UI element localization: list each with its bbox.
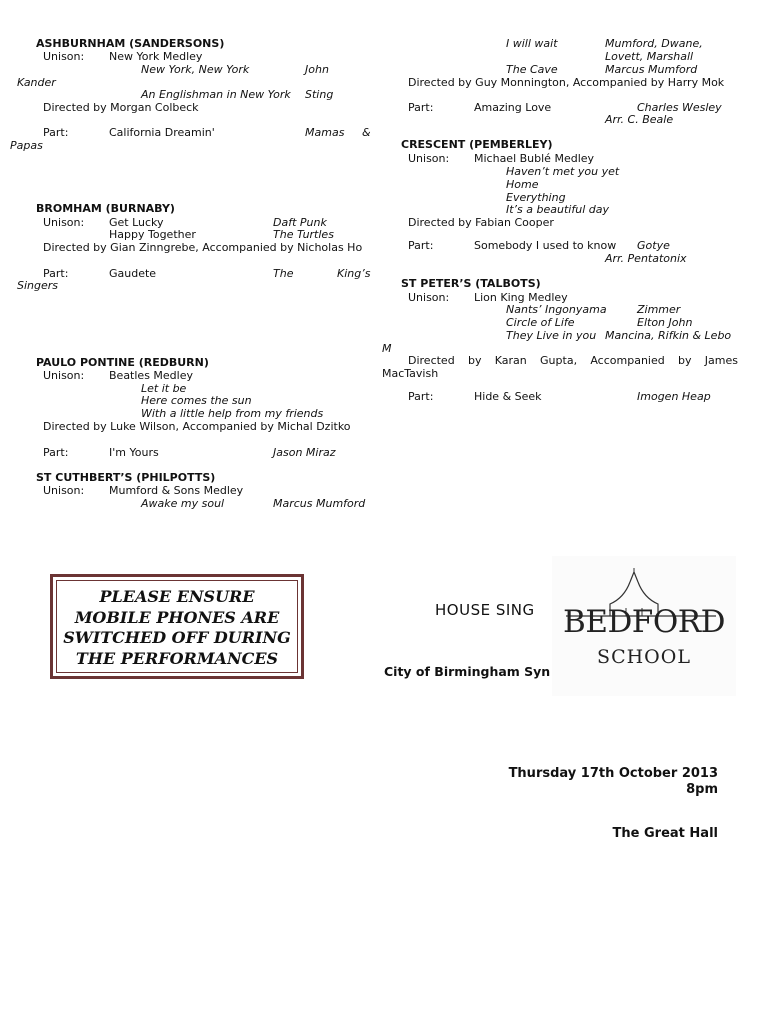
song-title: They Live in you [506, 329, 597, 342]
bedford-school-logo [552, 556, 736, 696]
song-title: Here comes the sun [141, 394, 252, 407]
part-title: California Dreamin' [109, 126, 215, 139]
part-title: Gaudete [109, 267, 157, 280]
part-label: Part: [408, 390, 434, 403]
song-composer: The Turtles [273, 228, 334, 241]
unison-label: Unison: [43, 369, 85, 382]
director-word: Gupta, [540, 354, 578, 367]
song-composer: Sting [305, 88, 334, 101]
song-title: Circle of Life [506, 316, 575, 329]
mobile-phones-notice [50, 574, 304, 679]
event-title: HOUSE SING [435, 601, 535, 619]
director-word: James [704, 354, 738, 367]
part-arranger: Arr. Pentatonix [605, 252, 687, 265]
notice-text: PLEASE ENSURE MOBILE PHONES ARE SWITCHED OFF DURING THE PERFORMANCES [63, 587, 291, 668]
event-date: Thursday 17th October 2013 [508, 766, 718, 781]
song-title: Everything [506, 191, 566, 204]
song-title: It’s a beautiful day [506, 203, 609, 216]
notice-inner-border [56, 580, 298, 673]
song-title: Haven’t met you yet [506, 165, 620, 178]
part-title: Hide & Seek [474, 390, 542, 403]
song-title: Nants’ Ingonyama [506, 303, 607, 316]
song-title: Get Lucky [109, 216, 164, 229]
house-heading: BROMHAM (BURNABY) [36, 202, 175, 215]
part-composer: Mamas [305, 126, 345, 139]
song-title: Let it be [141, 382, 187, 395]
song-composer: Mancina, Rifkin & Lebo [605, 329, 732, 342]
director-word: Directed [408, 354, 455, 367]
song-title: New York, New York [141, 63, 250, 76]
unison-title: Beatles Medley [109, 369, 193, 382]
event-venue: The Great Hall [612, 826, 718, 841]
song-composer: Lovett, Marshall [605, 50, 694, 63]
song-composer: Marcus Mumford [273, 497, 366, 510]
song-title: Awake my soul [141, 497, 225, 510]
part-title: Somebody I used to know [474, 239, 617, 252]
part-title: Amazing Love [474, 101, 552, 114]
part-label: Part: [43, 126, 69, 139]
part-composer: King’s [337, 267, 371, 280]
director-line: Directed by Fabian Cooper [408, 216, 554, 229]
unison-title: New York Medley [109, 50, 203, 63]
part-arranger: Arr. C. Beale [605, 113, 674, 126]
part-label: Part: [43, 267, 69, 280]
song-composer: Marcus Mumford [605, 63, 698, 76]
director-line: Directed by Gian Zinngrebe, Accompanied by Nicholas Ho [43, 241, 363, 254]
unison-label: Unison: [43, 484, 85, 497]
director-line: Directed by Luke Wilson, Accompanied by Michal Dzitko [43, 420, 351, 433]
unison-label: Unison: [408, 291, 450, 304]
event-time: 8pm [686, 782, 718, 797]
part-label: Part: [408, 101, 434, 114]
song-composer: Mumford, Dwane, [605, 37, 703, 50]
house-heading: ASHBURNHAM (SANDERSONS) [36, 37, 225, 50]
unison-label: Unison: [43, 216, 85, 229]
song-composer: M [382, 342, 392, 355]
song-title: I will wait [506, 37, 558, 50]
part-label: Part: [408, 239, 434, 252]
director-line: Directed by Morgan Colbeck [43, 101, 199, 114]
director-word: by [467, 354, 482, 367]
unison-title: Mumford & Sons Medley [109, 484, 244, 497]
part-composer: Jason Miraz [273, 446, 336, 459]
song-title: An Englishman in New York [141, 88, 291, 101]
director-line [408, 355, 738, 368]
song-title: With a little help from my friends [141, 407, 324, 420]
song-composer: Kander [17, 76, 56, 89]
part-label: Part: [43, 446, 69, 459]
song-title: Home [506, 178, 539, 191]
song-composer: Daft Punk [273, 216, 327, 229]
house-heading: ST PETER’S (TALBOTS) [401, 277, 541, 290]
event-subtitle: City of Birmingham Syn [384, 664, 551, 679]
song-composer: Elton John [637, 316, 693, 329]
house-heading: PAULO PONTINE (REDBURN) [36, 356, 209, 369]
director-word: Karan [494, 354, 527, 367]
part-composer: & [362, 126, 371, 139]
director-word: Accompanied [590, 354, 665, 367]
house-heading: ST CUTHBERT’S (PHILPOTTS) [36, 471, 216, 484]
song-composer: Zimmer [637, 303, 681, 316]
unison-label: Unison: [408, 152, 450, 165]
part-composer: Singers [17, 279, 59, 292]
logo-wordmark-bedford: BEDFORD [563, 604, 725, 640]
part-composer: Imogen Heap [637, 390, 711, 403]
part-composer: Papas [10, 139, 43, 152]
part-composer: Gotye [637, 239, 670, 252]
unison-title: Lion King Medley [474, 291, 568, 304]
song-title: Happy Together [109, 228, 196, 241]
director-line: Directed by Guy Monnington, Accompanied by Harry Mok [408, 76, 725, 89]
song-composer: John [305, 63, 329, 76]
part-composer: The [273, 267, 294, 280]
song-title: The Cave [506, 63, 558, 76]
unison-label: Unison: [43, 50, 85, 63]
part-title: I'm Yours [109, 446, 159, 459]
director-line: MacTavish [382, 367, 439, 380]
part-composer: Charles Wesley [637, 101, 722, 114]
unison-title: Michael Bublé Medley [474, 152, 595, 165]
director-word: by [678, 354, 692, 367]
logo-wordmark-school: SCHOOL [597, 646, 691, 668]
house-heading: CRESCENT (PEMBERLEY) [401, 138, 553, 151]
